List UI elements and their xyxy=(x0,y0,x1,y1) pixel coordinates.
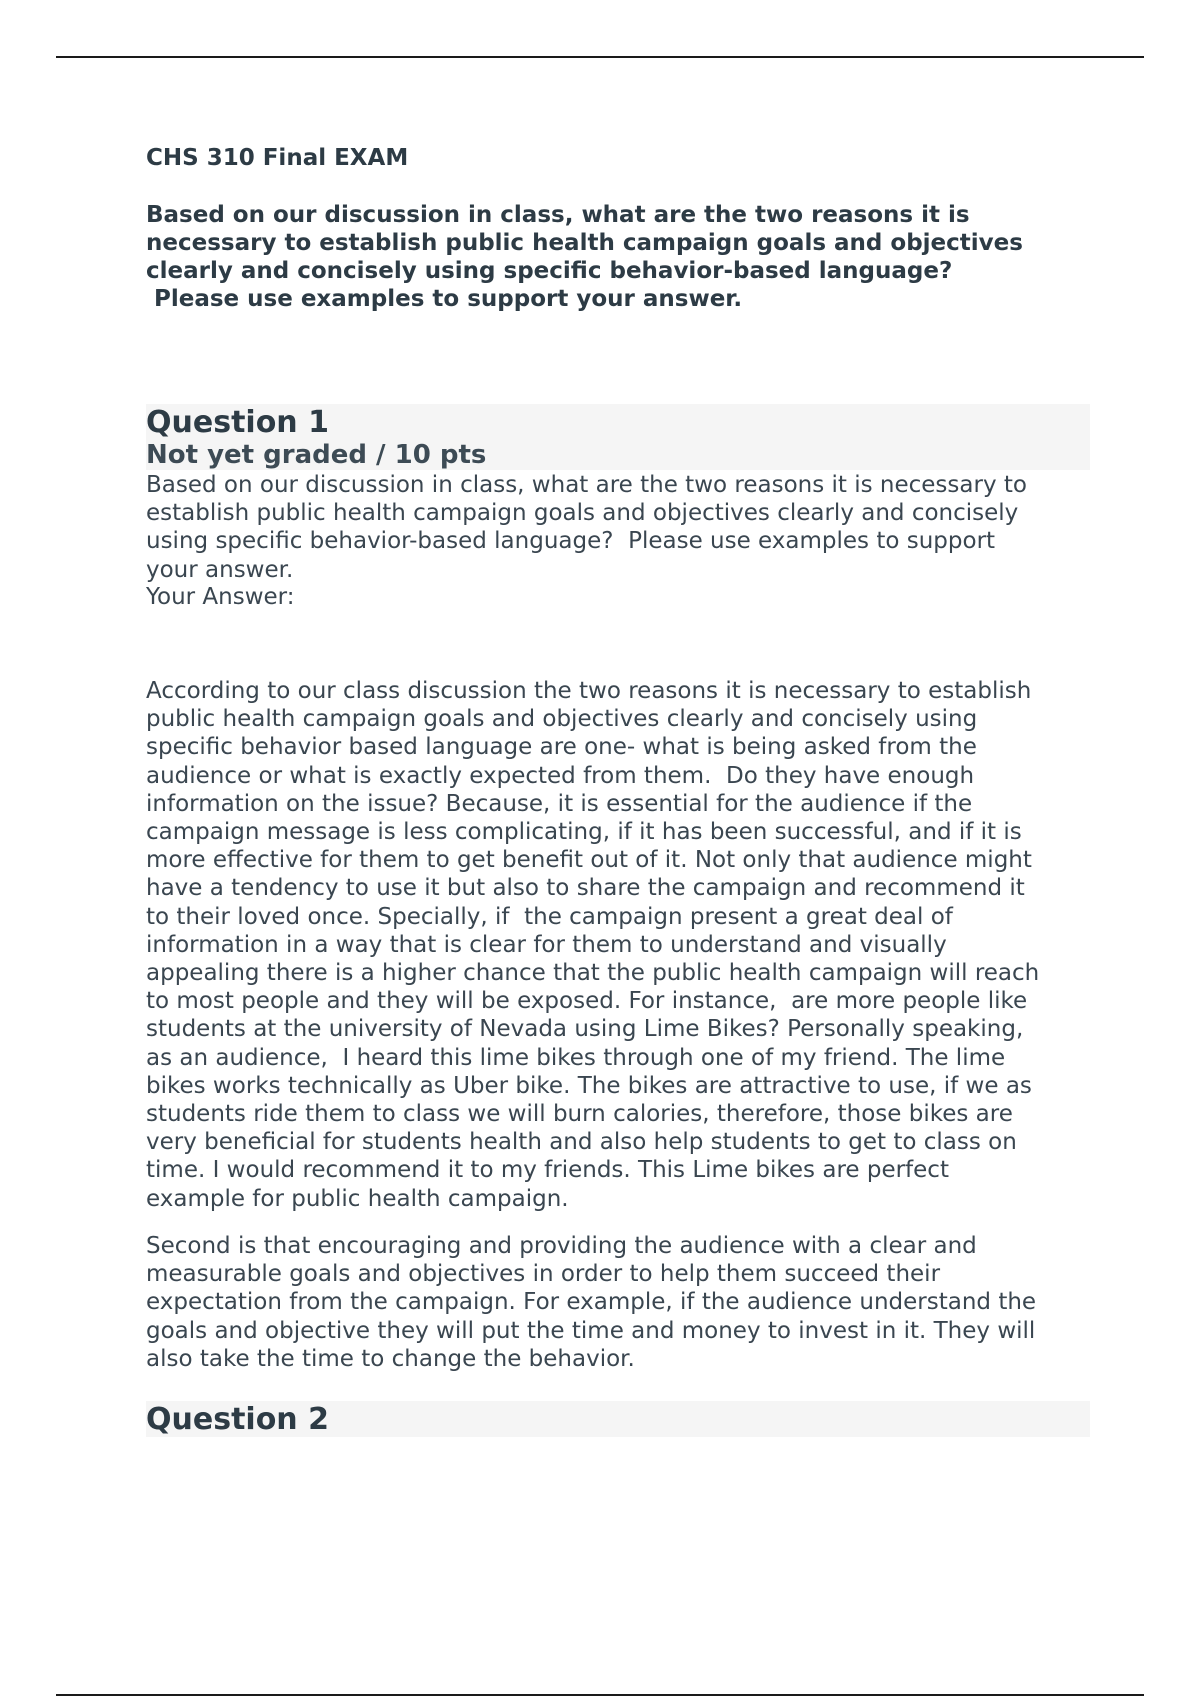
answer-line: audience or what is exactly expected from them. Do they have enough xyxy=(146,762,975,789)
question-1-header xyxy=(146,404,1090,470)
answer-line: more effective for them to get benefit out of it. Not only that audience might xyxy=(146,847,1032,874)
answer-line: goals and objective they will put the time and money to invest in it. They will xyxy=(146,1317,1036,1344)
answer-line: also take the time to change the behavior. xyxy=(146,1345,635,1372)
prompt-line: clearly and concisely using specific behavior-based language? xyxy=(146,258,953,284)
top-rule xyxy=(56,56,1144,58)
prompt-line: Please use examples to support your answer. xyxy=(146,286,743,312)
question-text-line: Based on our discussion in class, what are the two reasons it is necessary to xyxy=(146,472,1027,498)
question-text-line: establish public health campaign goals and objectives clearly and concisely xyxy=(146,500,1019,527)
answer-line: very beneficial for students health and also help students to get to class on xyxy=(146,1129,1017,1156)
answer-paragraph-2 xyxy=(146,1232,1090,1373)
prompt-line: Based on our discussion in class, what are the two reasons it is xyxy=(146,202,970,228)
answer-line: specific behavior based language are one- what is being asked from the xyxy=(146,734,977,761)
prompt-line: necessary to establish public health campaign goals and objectives xyxy=(146,230,1023,256)
question-text-line: using specific behavior-based language? Please use examples to support xyxy=(146,528,996,555)
answer-line: campaign message is less complicating, if it has been successful, and if it is xyxy=(146,819,1022,846)
your-answer-label: Your Answer: xyxy=(146,584,295,610)
question-1-grade: Not yet graded / 10 pts xyxy=(146,440,487,470)
answer-line: example for public health campaign. xyxy=(146,1185,569,1212)
answer-line: information in a way that is clear for them to understand and visually xyxy=(146,931,947,958)
answer-line: have a tendency to use it but also to share the campaign and recommend it xyxy=(146,875,1025,902)
question-2-header xyxy=(146,1401,1090,1437)
answer-line: bikes works technically as Uber bike. The bikes are attractive to use, if we as xyxy=(146,1072,1032,1099)
question-1-title: Question 1 xyxy=(146,405,329,440)
document-title: CHS 310 Final EXAM xyxy=(146,145,409,171)
question-text-line: your answer. xyxy=(146,556,294,583)
answer-line: time. I would recommend it to my friends. This Lime bikes are perfect xyxy=(146,1157,949,1184)
answer-line: students at the university of Nevada using Lime Bikes? Personally speaking, xyxy=(146,1016,1024,1043)
answer-line: appealing there is a higher chance that the public health campaign will reach xyxy=(146,960,1040,987)
answer-line: expectation from the campaign. For example, if the audience understand the xyxy=(146,1289,1037,1316)
answer-line: as an audience, I heard this lime bikes through one of my friend. The lime xyxy=(146,1044,1006,1071)
exam-prompt xyxy=(146,201,1090,313)
answer-line: to their loved once. Specially, if the campaign present a great deal of xyxy=(146,903,953,930)
answer-line: to most people and they will be exposed. For instance, are more people like xyxy=(146,988,1028,1015)
answer-line: According to our class discussion the two reasons it is necessary to establish xyxy=(146,678,1032,704)
answer-paragraph-1 xyxy=(146,677,1090,1213)
answer-line: information on the issue? Because, it is essential for the audience if the xyxy=(146,790,973,817)
answer-line: public health campaign goals and objectives clearly and concisely using xyxy=(146,706,978,733)
answer-line: Second is that encouraging and providing the audience with a clear and xyxy=(146,1233,977,1259)
answer-line: students ride them to class we will burn calories, therefore, those bikes are xyxy=(146,1101,1013,1128)
question-2-title: Question 2 xyxy=(146,1402,329,1437)
bottom-rule xyxy=(56,1694,1144,1696)
answer-line: measurable goals and objectives in order to help them succeed their xyxy=(146,1261,941,1288)
question-1-text xyxy=(146,471,1090,584)
